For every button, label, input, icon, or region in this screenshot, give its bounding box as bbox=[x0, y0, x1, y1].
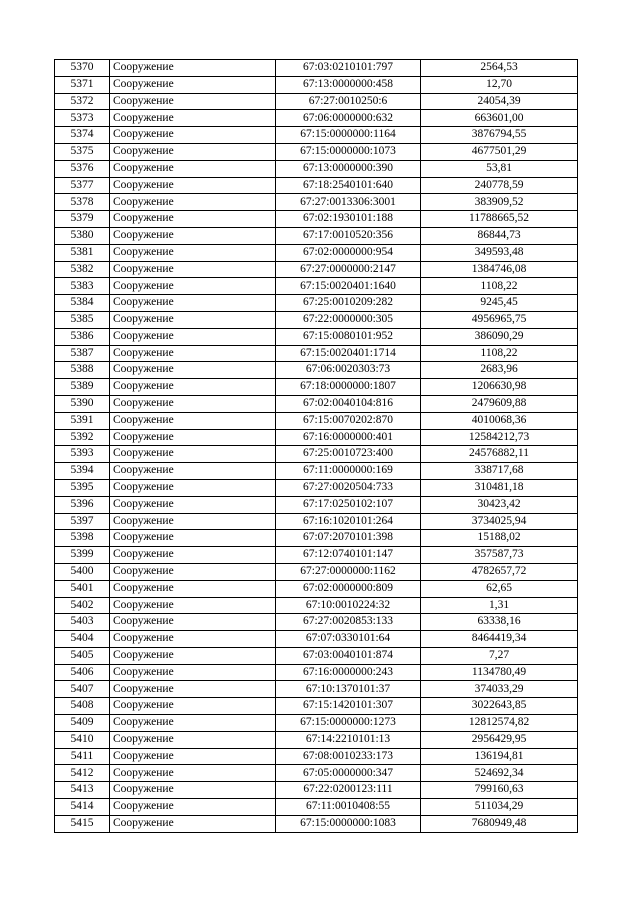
cadastral-value-cell: 383909,52 bbox=[421, 194, 578, 211]
object-type-cell: Сооружение bbox=[110, 563, 276, 580]
table-row bbox=[55, 295, 578, 312]
object-type-cell: Сооружение bbox=[110, 782, 276, 799]
cadastral-value-cell: 4010068,36 bbox=[421, 412, 578, 429]
row-number-cell: 5410 bbox=[55, 731, 110, 748]
table-row bbox=[55, 664, 578, 681]
cadastral-number-cell: 67:17:0250102:107 bbox=[276, 496, 421, 513]
object-type-cell: Сооружение bbox=[110, 60, 276, 77]
object-type-cell: Сооружение bbox=[110, 715, 276, 732]
cadastral-number-cell: 67:13:0000000:390 bbox=[276, 160, 421, 177]
row-number-cell: 5404 bbox=[55, 631, 110, 648]
cadastral-number-cell: 67:06:0000000:632 bbox=[276, 110, 421, 127]
table-row bbox=[55, 530, 578, 547]
row-number-cell: 5391 bbox=[55, 412, 110, 429]
cadastral-number-cell: 67:02:0040104:816 bbox=[276, 395, 421, 412]
cadastral-value-cell: 8464419,34 bbox=[421, 631, 578, 648]
object-type-cell: Сооружение bbox=[110, 395, 276, 412]
row-number-cell: 5394 bbox=[55, 463, 110, 480]
object-type-cell: Сооружение bbox=[110, 278, 276, 295]
cadastral-number-cell: 67:02:1930101:188 bbox=[276, 211, 421, 228]
cadastral-value-cell: 24054,39 bbox=[421, 93, 578, 110]
cadastral-number-cell: 67:16:1020101:264 bbox=[276, 513, 421, 530]
object-type-cell: Сооружение bbox=[110, 748, 276, 765]
table-row bbox=[55, 345, 578, 362]
cadastral-value-cell: 2956429,95 bbox=[421, 731, 578, 748]
cadastral-number-cell: 67:02:0000000:809 bbox=[276, 580, 421, 597]
object-type-cell: Сооружение bbox=[110, 211, 276, 228]
row-number-cell: 5406 bbox=[55, 664, 110, 681]
row-number-cell: 5373 bbox=[55, 110, 110, 127]
row-number-cell: 5385 bbox=[55, 311, 110, 328]
cadastral-value-cell: 2479609,88 bbox=[421, 395, 578, 412]
cadastral-value-cell: 12,70 bbox=[421, 76, 578, 93]
cadastral-number-cell: 67:25:0010723:400 bbox=[276, 446, 421, 463]
cadastral-number-cell: 67:15:1420101:307 bbox=[276, 698, 421, 715]
object-type-cell: Сооружение bbox=[110, 261, 276, 278]
table-row bbox=[55, 244, 578, 261]
row-number-cell: 5413 bbox=[55, 782, 110, 799]
table-row bbox=[55, 379, 578, 396]
object-type-cell: Сооружение bbox=[110, 664, 276, 681]
row-number-cell: 5399 bbox=[55, 547, 110, 564]
cadastral-number-cell: 67:15:0000000:1083 bbox=[276, 815, 421, 832]
object-type-cell: Сооружение bbox=[110, 614, 276, 631]
cadastral-number-cell: 67:15:0070202:870 bbox=[276, 412, 421, 429]
cadastral-value-cell: 7,27 bbox=[421, 647, 578, 664]
cadastral-value-cell: 136194,81 bbox=[421, 748, 578, 765]
row-number-cell: 5388 bbox=[55, 362, 110, 379]
row-number-cell: 5393 bbox=[55, 446, 110, 463]
cadastral-number-cell: 67:13:0000000:458 bbox=[276, 76, 421, 93]
cadastral-value-cell: 1,31 bbox=[421, 597, 578, 614]
cadastral-value-cell: 310481,18 bbox=[421, 479, 578, 496]
row-number-cell: 5402 bbox=[55, 597, 110, 614]
object-type-cell: Сооружение bbox=[110, 345, 276, 362]
object-type-cell: Сооружение bbox=[110, 815, 276, 832]
cadastral-value-cell: 524692,34 bbox=[421, 765, 578, 782]
table-row bbox=[55, 647, 578, 664]
cadastral-number-cell: 67:11:0010408:55 bbox=[276, 799, 421, 816]
row-number-cell: 5384 bbox=[55, 295, 110, 312]
table-row bbox=[55, 614, 578, 631]
table-row bbox=[55, 731, 578, 748]
cadastral-value-cell: 240778,59 bbox=[421, 177, 578, 194]
cadastral-number-cell: 67:15:0020401:1640 bbox=[276, 278, 421, 295]
table-row bbox=[55, 799, 578, 816]
cadastral-value-cell: 374033,29 bbox=[421, 681, 578, 698]
table-row bbox=[55, 93, 578, 110]
row-number-cell: 5379 bbox=[55, 211, 110, 228]
table-row bbox=[55, 563, 578, 580]
cadastral-number-cell: 67:07:0330101:64 bbox=[276, 631, 421, 648]
row-number-cell: 5390 bbox=[55, 395, 110, 412]
table-row bbox=[55, 76, 578, 93]
table-row bbox=[55, 715, 578, 732]
table-row bbox=[55, 60, 578, 77]
cadastral-value-cell: 1134780,49 bbox=[421, 664, 578, 681]
row-number-cell: 5378 bbox=[55, 194, 110, 211]
cadastral-number-cell: 67:02:0000000:954 bbox=[276, 244, 421, 261]
cadastral-value-cell: 357587,73 bbox=[421, 547, 578, 564]
object-type-cell: Сооружение bbox=[110, 647, 276, 664]
table-body bbox=[55, 60, 578, 833]
object-type-cell: Сооружение bbox=[110, 496, 276, 513]
object-type-cell: Сооружение bbox=[110, 479, 276, 496]
cadastral-value-cell: 4677501,29 bbox=[421, 143, 578, 160]
row-number-cell: 5375 bbox=[55, 143, 110, 160]
cadastral-number-cell: 67:11:0000000:169 bbox=[276, 463, 421, 480]
object-type-cell: Сооружение bbox=[110, 244, 276, 261]
cadastral-value-cell: 24576882,11 bbox=[421, 446, 578, 463]
row-number-cell: 5374 bbox=[55, 127, 110, 144]
row-number-cell: 5371 bbox=[55, 76, 110, 93]
cadastral-value-cell: 7680949,48 bbox=[421, 815, 578, 832]
object-type-cell: Сооружение bbox=[110, 76, 276, 93]
table-row bbox=[55, 496, 578, 513]
table-row bbox=[55, 362, 578, 379]
cadastral-value-table bbox=[54, 59, 578, 833]
object-type-cell: Сооружение bbox=[110, 731, 276, 748]
cadastral-value-cell: 3734025,94 bbox=[421, 513, 578, 530]
cadastral-value-cell: 3022643,85 bbox=[421, 698, 578, 715]
cadastral-number-cell: 67:06:0020303:73 bbox=[276, 362, 421, 379]
row-number-cell: 5370 bbox=[55, 60, 110, 77]
table-row bbox=[55, 395, 578, 412]
object-type-cell: Сооружение bbox=[110, 295, 276, 312]
row-number-cell: 5381 bbox=[55, 244, 110, 261]
row-number-cell: 5377 bbox=[55, 177, 110, 194]
object-type-cell: Сооружение bbox=[110, 513, 276, 530]
cadastral-value-cell: 511034,29 bbox=[421, 799, 578, 816]
row-number-cell: 5386 bbox=[55, 328, 110, 345]
object-type-cell: Сооружение bbox=[110, 681, 276, 698]
cadastral-number-cell: 67:03:0210101:797 bbox=[276, 60, 421, 77]
cadastral-value-cell: 1108,22 bbox=[421, 345, 578, 362]
cadastral-value-cell: 4956965,75 bbox=[421, 311, 578, 328]
table-row bbox=[55, 227, 578, 244]
cadastral-value-cell: 11788665,52 bbox=[421, 211, 578, 228]
table-row bbox=[55, 160, 578, 177]
row-number-cell: 5382 bbox=[55, 261, 110, 278]
object-type-cell: Сооружение bbox=[110, 429, 276, 446]
table-row bbox=[55, 446, 578, 463]
cadastral-value-cell: 12812574,82 bbox=[421, 715, 578, 732]
cadastral-value-cell: 12584212,73 bbox=[421, 429, 578, 446]
cadastral-number-cell: 67:27:0020853:133 bbox=[276, 614, 421, 631]
cadastral-number-cell: 67:14:2210101:13 bbox=[276, 731, 421, 748]
object-type-cell: Сооружение bbox=[110, 547, 276, 564]
table-row bbox=[55, 681, 578, 698]
table-row bbox=[55, 261, 578, 278]
table-row bbox=[55, 597, 578, 614]
row-number-cell: 5398 bbox=[55, 530, 110, 547]
row-number-cell: 5395 bbox=[55, 479, 110, 496]
cadastral-number-cell: 67:10:0010224:32 bbox=[276, 597, 421, 614]
cadastral-number-cell: 67:27:0010250:6 bbox=[276, 93, 421, 110]
table-row bbox=[55, 211, 578, 228]
cadastral-number-cell: 67:27:0000000:1162 bbox=[276, 563, 421, 580]
object-type-cell: Сооружение bbox=[110, 580, 276, 597]
cadastral-value-cell: 9245,45 bbox=[421, 295, 578, 312]
cadastral-value-cell: 1384746,08 bbox=[421, 261, 578, 278]
cadastral-value-cell: 2564,53 bbox=[421, 60, 578, 77]
row-number-cell: 5407 bbox=[55, 681, 110, 698]
cadastral-number-cell: 67:03:0040101:874 bbox=[276, 647, 421, 664]
row-number-cell: 5380 bbox=[55, 227, 110, 244]
object-type-cell: Сооружение bbox=[110, 698, 276, 715]
cadastral-value-cell: 53,81 bbox=[421, 160, 578, 177]
row-number-cell: 5412 bbox=[55, 765, 110, 782]
cadastral-number-cell: 67:18:0000000:1807 bbox=[276, 379, 421, 396]
object-type-cell: Сооружение bbox=[110, 194, 276, 211]
object-type-cell: Сооружение bbox=[110, 799, 276, 816]
row-number-cell: 5403 bbox=[55, 614, 110, 631]
cadastral-number-cell: 67:15:0020401:1714 bbox=[276, 345, 421, 362]
table-row bbox=[55, 194, 578, 211]
cadastral-number-cell: 67:27:0000000:2147 bbox=[276, 261, 421, 278]
object-type-cell: Сооружение bbox=[110, 530, 276, 547]
cadastral-number-cell: 67:27:0013306:3001 bbox=[276, 194, 421, 211]
cadastral-value-cell: 86844,73 bbox=[421, 227, 578, 244]
object-type-cell: Сооружение bbox=[110, 227, 276, 244]
cadastral-number-cell: 67:05:0000000:347 bbox=[276, 765, 421, 782]
table-row bbox=[55, 110, 578, 127]
cadastral-value-cell: 30423,42 bbox=[421, 496, 578, 513]
cadastral-value-cell: 3876794,55 bbox=[421, 127, 578, 144]
row-number-cell: 5396 bbox=[55, 496, 110, 513]
table-row bbox=[55, 412, 578, 429]
cadastral-number-cell: 67:18:2540101:640 bbox=[276, 177, 421, 194]
table-row bbox=[55, 479, 578, 496]
table-row bbox=[55, 782, 578, 799]
cadastral-number-cell: 67:16:0000000:401 bbox=[276, 429, 421, 446]
cadastral-number-cell: 67:27:0020504:733 bbox=[276, 479, 421, 496]
row-number-cell: 5401 bbox=[55, 580, 110, 597]
cadastral-number-cell: 67:15:0000000:1164 bbox=[276, 127, 421, 144]
table-row bbox=[55, 513, 578, 530]
cadastral-value-cell: 1108,22 bbox=[421, 278, 578, 295]
object-type-cell: Сооружение bbox=[110, 311, 276, 328]
object-type-cell: Сооружение bbox=[110, 362, 276, 379]
row-number-cell: 5411 bbox=[55, 748, 110, 765]
object-type-cell: Сооружение bbox=[110, 177, 276, 194]
table-row bbox=[55, 815, 578, 832]
object-type-cell: Сооружение bbox=[110, 379, 276, 396]
cadastral-value-cell: 4782657,72 bbox=[421, 563, 578, 580]
object-type-cell: Сооружение bbox=[110, 446, 276, 463]
cadastral-value-cell: 63338,16 bbox=[421, 614, 578, 631]
object-type-cell: Сооружение bbox=[110, 597, 276, 614]
cadastral-number-cell: 67:15:0000000:1273 bbox=[276, 715, 421, 732]
object-type-cell: Сооружение bbox=[110, 328, 276, 345]
cadastral-value-cell: 663601,00 bbox=[421, 110, 578, 127]
cadastral-number-cell: 67:12:0740101:147 bbox=[276, 547, 421, 564]
cadastral-value-cell: 1206630,98 bbox=[421, 379, 578, 396]
cadastral-value-cell: 386090,29 bbox=[421, 328, 578, 345]
table-row bbox=[55, 547, 578, 564]
row-number-cell: 5387 bbox=[55, 345, 110, 362]
row-number-cell: 5400 bbox=[55, 563, 110, 580]
cadastral-value-cell: 338717,68 bbox=[421, 463, 578, 480]
cadastral-value-cell: 799160,63 bbox=[421, 782, 578, 799]
row-number-cell: 5383 bbox=[55, 278, 110, 295]
row-number-cell: 5415 bbox=[55, 815, 110, 832]
cadastral-number-cell: 67:07:2070101:398 bbox=[276, 530, 421, 547]
object-type-cell: Сооружение bbox=[110, 110, 276, 127]
row-number-cell: 5376 bbox=[55, 160, 110, 177]
cadastral-number-cell: 67:16:0000000:243 bbox=[276, 664, 421, 681]
table-row bbox=[55, 631, 578, 648]
row-number-cell: 5389 bbox=[55, 379, 110, 396]
cadastral-number-cell: 67:17:0010520:356 bbox=[276, 227, 421, 244]
object-type-cell: Сооружение bbox=[110, 631, 276, 648]
row-number-cell: 5405 bbox=[55, 647, 110, 664]
table-row bbox=[55, 127, 578, 144]
cadastral-number-cell: 67:22:0000000:305 bbox=[276, 311, 421, 328]
table-row bbox=[55, 143, 578, 160]
row-number-cell: 5409 bbox=[55, 715, 110, 732]
table-row bbox=[55, 429, 578, 446]
cadastral-value-cell: 349593,48 bbox=[421, 244, 578, 261]
table-row bbox=[55, 177, 578, 194]
row-number-cell: 5408 bbox=[55, 698, 110, 715]
row-number-cell: 5414 bbox=[55, 799, 110, 816]
table-row bbox=[55, 328, 578, 345]
cadastral-number-cell: 67:15:0000000:1073 bbox=[276, 143, 421, 160]
object-type-cell: Сооружение bbox=[110, 127, 276, 144]
cadastral-number-cell: 67:10:1370101:37 bbox=[276, 681, 421, 698]
object-type-cell: Сооружение bbox=[110, 412, 276, 429]
row-number-cell: 5392 bbox=[55, 429, 110, 446]
object-type-cell: Сооружение bbox=[110, 93, 276, 110]
cadastral-number-cell: 67:15:0080101:952 bbox=[276, 328, 421, 345]
object-type-cell: Сооружение bbox=[110, 143, 276, 160]
row-number-cell: 5372 bbox=[55, 93, 110, 110]
row-number-cell: 5397 bbox=[55, 513, 110, 530]
table-row bbox=[55, 765, 578, 782]
cadastral-value-cell: 15188,02 bbox=[421, 530, 578, 547]
cadastral-number-cell: 67:22:0200123:111 bbox=[276, 782, 421, 799]
table-row bbox=[55, 311, 578, 328]
table-row bbox=[55, 698, 578, 715]
cadastral-value-cell: 2683,96 bbox=[421, 362, 578, 379]
cadastral-value-cell: 62,65 bbox=[421, 580, 578, 597]
cadastral-number-cell: 67:25:0010209:282 bbox=[276, 295, 421, 312]
cadastral-number-cell: 67:08:0010233:173 bbox=[276, 748, 421, 765]
object-type-cell: Сооружение bbox=[110, 160, 276, 177]
object-type-cell: Сооружение bbox=[110, 463, 276, 480]
table-row bbox=[55, 278, 578, 295]
object-type-cell: Сооружение bbox=[110, 765, 276, 782]
table-row bbox=[55, 580, 578, 597]
table-row bbox=[55, 463, 578, 480]
table-row bbox=[55, 748, 578, 765]
